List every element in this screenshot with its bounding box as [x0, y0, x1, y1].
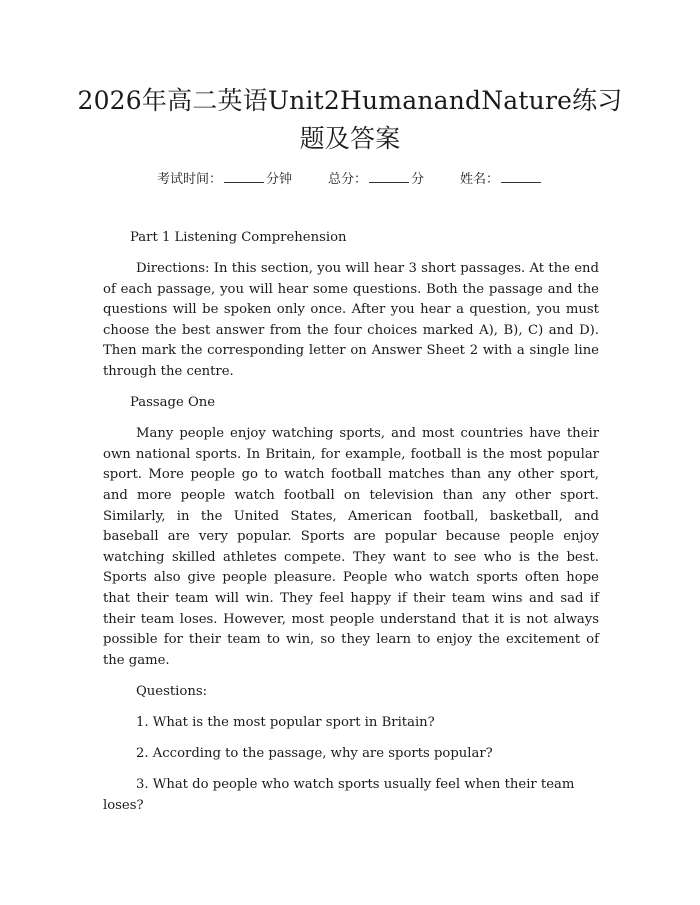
- exam-time-unit: 分钟: [265, 172, 292, 187]
- exam-time-label: 考试时间：: [156, 172, 222, 187]
- part-heading: Part 1 Listening Comprehension: [130, 230, 347, 245]
- directions-paragraph: Directions: In this section, you will hear 3 short passages. At the end of each passage, you will hear some questions. Both the passage and the questions will be spoken only once. After you hear a question, you must choose the best answer from the four choices marked A), B), C) and D). Then mark the corresponding letter on Answer Sheet 2 with a single line through the centre.: [103, 261, 599, 380]
- passage-heading: Passage One: [130, 395, 216, 411]
- exam-time-blank[interactable]: [224, 170, 264, 183]
- document-body: [103, 228, 599, 827]
- questions-heading: Questions:: [136, 683, 208, 699]
- student-name-blank[interactable]: [501, 170, 541, 183]
- student-name-label: 姓名：: [460, 172, 500, 187]
- passage-paragraph: Many people enjoy watching sports, and most countries have their own national sports. In Britain, for example, football is the most popular sport. More people go to watch football matches than any other sport, and more people watch football on television than any other sport. Similarly, in the United States, American football, basketball, and baseball are very popular. Sports are popular because people enjoy watching skilled athletes compete. They want to see who is the best. Sports also give people pleasure. People who watch sports often hope that their team will win. They feel happy if their team wins and sad if their team loses. However, most people understand that it is not always possible for their team to win, so they learn to enjoy the excitement of the game.: [103, 426, 599, 668]
- exam-info-line: [0, 168, 700, 187]
- question-item: 3. What do people who watch sports usually feel when their team loses?: [103, 777, 575, 813]
- total-score-blank[interactable]: [369, 170, 409, 183]
- question-item: 1. What is the most popular sport in Britain?: [136, 714, 435, 730]
- document-title: 2026年高二英语Unit2HumanandNature练习题及答案: [77, 86, 623, 153]
- question-item: 2. According to the passage, why are sports popular?: [136, 746, 493, 762]
- total-score-label: 总分：: [327, 172, 367, 187]
- total-score-unit: 分: [411, 172, 425, 187]
